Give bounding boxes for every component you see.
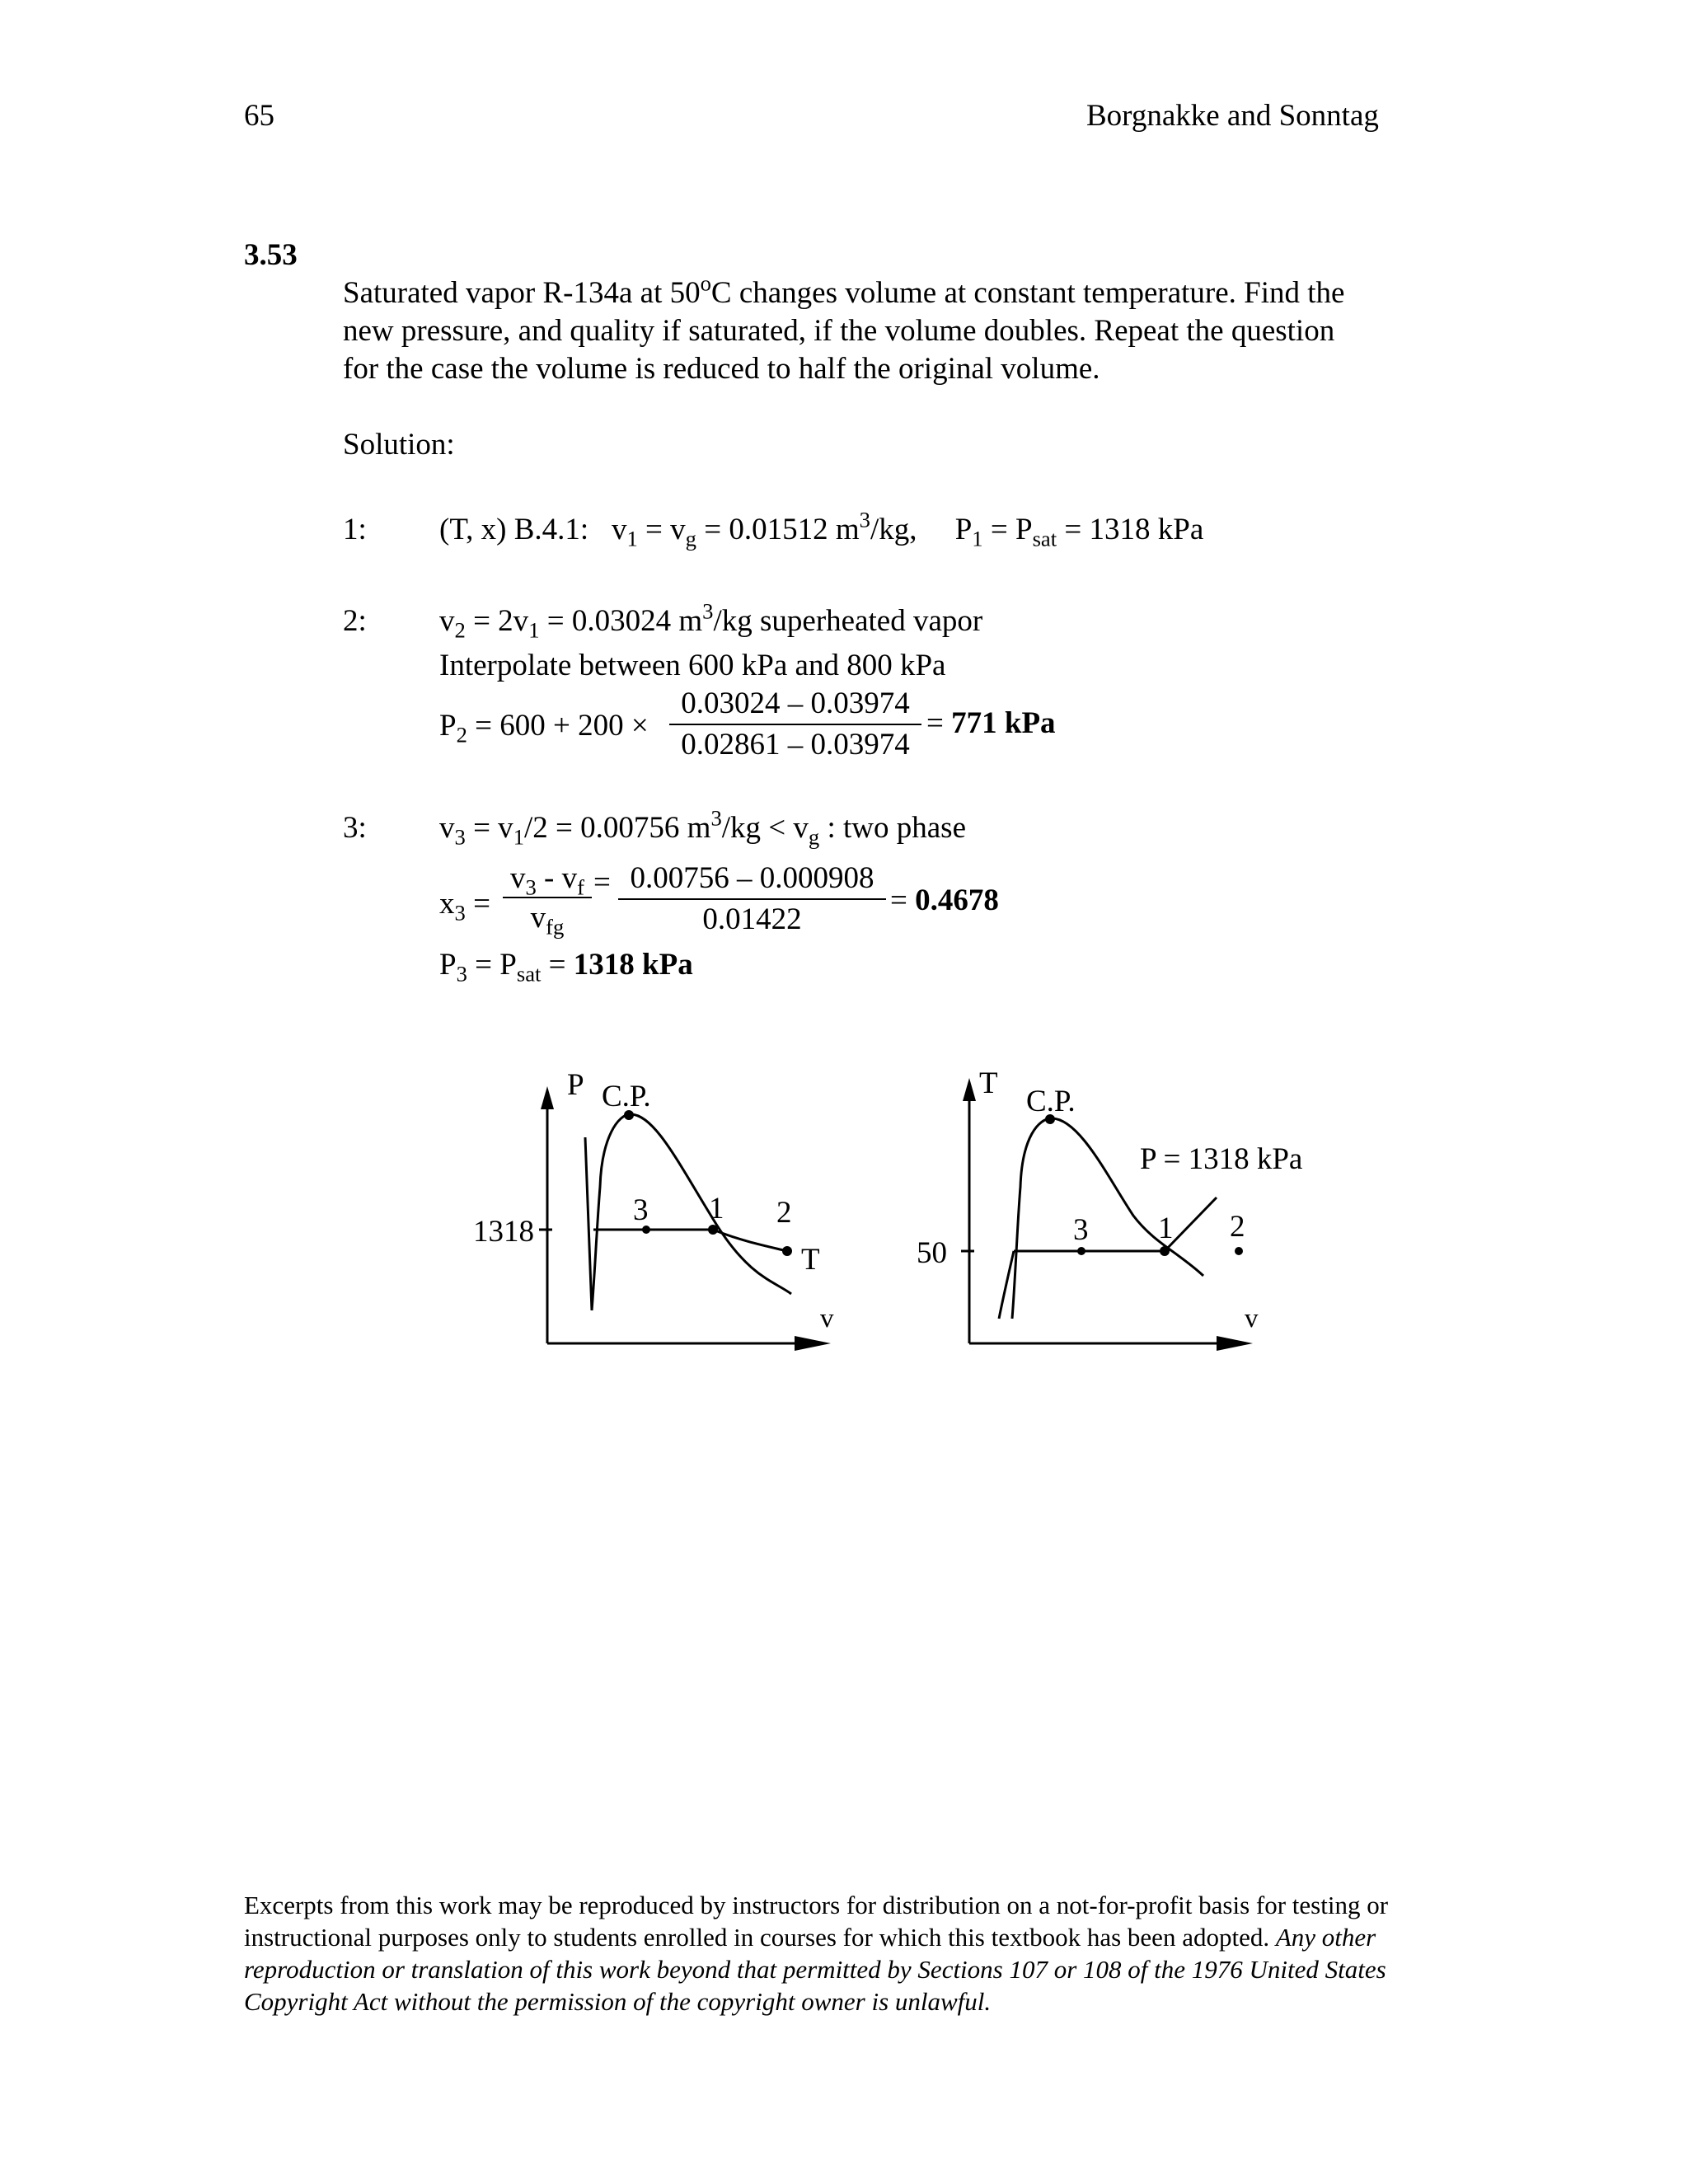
tv-y-label: T — [979, 1066, 998, 1100]
page-number: 65 — [244, 99, 274, 133]
tv-liquid-line — [999, 1251, 1014, 1319]
pv-dome — [592, 1114, 791, 1310]
pv-isotherm-superheat — [713, 1230, 787, 1251]
copyright-footer — [244, 1889, 1447, 2018]
step-2-fraction: $\frac{0.03024 - 0.03974}{0.02861 - 0.03974}$ — [669, 686, 921, 763]
tv-point-3 — [1077, 1247, 1085, 1255]
pv-cp-label: C.P. — [602, 1080, 651, 1113]
step-1-equation: (T, x) B.4.1: $v_1 = v_g = 0.01512$ $m^3/kg$, $P_1 = P_{sat} = 1318$ kPa — [439, 507, 1204, 551]
tv-isobar-label: P = 1318 kPa — [1140, 1142, 1303, 1176]
step-3-result: = 0.4678 — [890, 883, 999, 917]
pv-x-arrow — [795, 1336, 831, 1351]
step-3-x3-lhs: $x_3$ = — [439, 887, 490, 926]
solution-label: Solution: — [343, 428, 455, 462]
tv-cp-label: C.P. — [1026, 1085, 1076, 1118]
step-1-label: 1: — [343, 513, 367, 546]
pv-label-2: 2 — [776, 1196, 792, 1230]
step-3-p3: $P_3 = P_{sat} = 1318$ kPa — [439, 948, 693, 987]
step-2-line-2: Interpolate between 600 kPa and 800 kPa — [439, 649, 946, 682]
step-2-p2-lhs: $P_2 = 600 + 200$ × — [439, 709, 649, 748]
tv-label-3: 3 — [1073, 1213, 1089, 1247]
pv-tick-label: 1318 — [473, 1215, 534, 1249]
pv-y-arrow — [541, 1086, 554, 1109]
pv-label-T: T — [801, 1243, 820, 1277]
pv-y-label: P — [567, 1068, 584, 1102]
step-3-line-1: $v_3 = v_1/2 = 0.00756$ $m^3/kg < v_g$ : two phase — [439, 805, 966, 850]
tv-y-arrow — [963, 1078, 976, 1101]
tv-tick-label: 50 — [917, 1236, 947, 1270]
problem-statement-line-3: for the case the volume is reduced to half the original volume. — [343, 352, 1100, 386]
pv-label-3: 3 — [633, 1193, 649, 1227]
tv-label-1: 1 — [1158, 1212, 1174, 1245]
pv-x-label: v — [820, 1304, 834, 1333]
step-2-line-1: $v_2 = 2v_1 = 0.03024$ $m^3/kg$ superheated vapor — [439, 598, 983, 643]
footer-normal-text: Excerpts from this work may be reproduced by instructors for distribution on a not-for-profit basis for testing or instructional purposes only to students enrolled in courses for which this textbook has been adopted. — [244, 1891, 1389, 1952]
tv-x-label: v — [1245, 1304, 1259, 1333]
running-header-authors: Borgnakke and Sonntag — [1086, 99, 1379, 133]
problem-statement-line-1: Saturated vapor R-134a at 50$^o$C changes volume at constant temperature. Find the — [343, 270, 1345, 310]
tv-x-arrow — [1217, 1336, 1253, 1351]
pv-diagram — [462, 1063, 857, 1376]
footer-italic-text: Any other reproduction or translation of this work beyond that permitted by Sections 107 or 108 of the 1976 United States Copyright Act without the permission of the copyright owner is unlawful. — [244, 1923, 1386, 2016]
step-2-result: = 771 kPa — [926, 706, 1056, 740]
pv-liquid-line — [585, 1137, 592, 1310]
step-3-equals: = — [593, 865, 611, 899]
step-3-fraction-numeric: $\frac{0.00756 - 0.000908}{0.01422}$ — [618, 860, 886, 938]
pv-point-2 — [782, 1246, 792, 1256]
tv-diagram — [907, 1063, 1352, 1376]
step-3-label: 3: — [343, 811, 367, 845]
tv-point-1 — [1160, 1246, 1170, 1256]
tv-point-2 — [1235, 1247, 1243, 1255]
tv-label-2: 2 — [1230, 1210, 1245, 1244]
step-2-label: 2: — [343, 604, 367, 638]
step-3-fraction-symbolic: $v_3 - v_f$ $v_{fg}$ — [503, 860, 592, 936]
problem-number: 3.53 — [244, 238, 298, 272]
pv-label-1: 1 — [709, 1192, 724, 1226]
problem-statement-line-2: new pressure, and quality if saturated, if the volume doubles. Repeat the question — [343, 314, 1335, 348]
pv-point-1 — [708, 1225, 718, 1235]
